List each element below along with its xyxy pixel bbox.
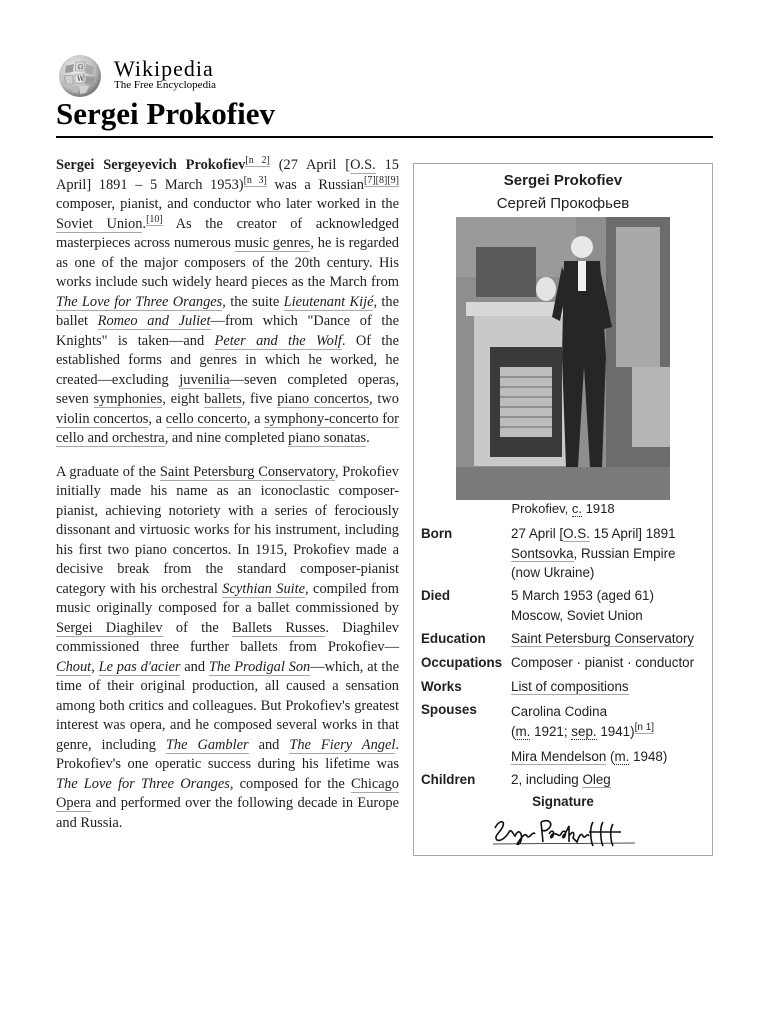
- piano-concertos-link[interactable]: piano concertos: [277, 391, 370, 407]
- fiery-angel-link[interactable]: The Fiery Angel: [289, 736, 396, 753]
- ballets-russes-link[interactable]: Ballets Russes: [232, 619, 326, 636]
- born-value: 27 April [O.S. 15 April] 1891 Sontsovka, Russian Empire (now Ukraine): [511, 526, 676, 580]
- wikipedia-wordmark[interactable]: Wikipedia: [114, 56, 214, 81]
- chicago-opera-link[interactable]: Chicago Opera: [56, 775, 399, 811]
- portrait-photo[interactable]: [456, 217, 670, 500]
- note-n3-link[interactable]: [n 3]: [243, 174, 267, 186]
- svg-text:W: W: [77, 75, 85, 83]
- works-value: [511, 677, 707, 697]
- ref-7-8-9-link[interactable]: [7][8][9]: [364, 174, 399, 186]
- romeo-juliet-link[interactable]: Romeo and Juliet: [97, 313, 211, 329]
- lieutenant-kije-link[interactable]: Lieutenant Kijé: [283, 293, 374, 310]
- list-of-compositions-link[interactable]: List of compositions: [511, 679, 629, 694]
- ballets-link[interactable]: ballets: [204, 391, 242, 407]
- love-three-oranges-text: The Love for Three Oranges: [56, 775, 230, 792]
- peter-wolf-link[interactable]: Peter and the Wolf: [214, 332, 342, 349]
- wikipedia-tagline: The Free Encyclopedia: [114, 79, 217, 91]
- signature-image[interactable]: [489, 814, 639, 848]
- subject-name: Sergei Sergeyevich Prokofiev: [56, 157, 246, 173]
- occupations-label: Occupations: [421, 655, 503, 670]
- married-abbr[interactable]: m.: [515, 723, 531, 739]
- article-body: [56, 156, 399, 847]
- died-label: Died: [421, 588, 451, 603]
- education-link[interactable]: Saint Petersburg Conservatory: [511, 631, 695, 646]
- lead-paragraph-2: A graduate of the Saint Petersburg Conservatory, Prokofiev initially made his name as an iconoclastic composer-pianist, achieving notoriety with a series of ferociously dissonant and virtuosic works for his instrument, including his first two piano concertos. In 1915, Prokofiev made a decisive break from the standard composer-pianist category with his orchestral Scythian Suite, compiled from music originally composed for a ballet commissioned by Sergei Diaghilev of the Ballets Russes. Diaghilev commissioned three further ballets from Prokofiev—Chout, Le pas d'acier and The Prodigal Son—which, at the time of their original production, all caused a sensation among both critics and colleagues. But Prokofiev's greatest interest was opera, and he composed several works in that genre, including The Gambler and The Fiery Angel. Prokofiev's one operatic success during his lifetime was The Love for Three Oranges, composed for the Chicago Opera and performed over the following decade in Europe and Russia.: [56, 463, 399, 831]
- died-value: 5 March 1953 (aged 61) Moscow, Soviet Union: [511, 588, 654, 623]
- spouses-label: Spouses: [421, 702, 477, 717]
- juvenilia-link[interactable]: juvenilia: [179, 371, 230, 388]
- scythian-suite-link[interactable]: Scythian Suite: [222, 580, 306, 597]
- chout-link[interactable]: Chout: [56, 658, 92, 675]
- music-genres-link[interactable]: music genres: [234, 235, 311, 251]
- pas-dacier-link[interactable]: Le pas d'acier: [98, 658, 181, 675]
- title-divider: [56, 136, 713, 138]
- infobox-native-name: Сергей Прокофьев: [496, 195, 630, 212]
- diaghilev-link[interactable]: Sergei Diaghilev: [56, 619, 163, 636]
- spouses-value: Carolina Codina (m. 1921; sep. 1941)[n 1] Mira Mendelson (m. 1948): [511, 704, 668, 764]
- symphony-concerto-link[interactable]: symphony-concerto for cello and orchestra: [56, 410, 399, 446]
- education-value: [511, 629, 707, 649]
- separated-abbr[interactable]: sep.: [571, 723, 597, 739]
- violin-concertos-link[interactable]: violin concertos: [56, 410, 149, 427]
- married-abbr-2[interactable]: m.: [614, 749, 630, 764]
- born-label: Born: [421, 526, 453, 541]
- svg-text:Ω: Ω: [78, 64, 83, 71]
- soviet-union-link[interactable]: Soviet Union: [56, 215, 143, 232]
- piano-sonatas-link[interactable]: piano sonatas: [288, 430, 367, 446]
- lead-paragraph-1: Sergei Sergeyevich Prokofiev[n 2] (27 April [O.S. 15 April] 1891 – 5 March 1953)[n 3] was a Russian[7][8][9] composer, pianist, and conductor who later worked in the Soviet Union.[10] As the creator of acknowledged masterpieces across numerous music genres, he is regarded as one of the major composers of the 20th century. His works include such widely heard pieces as the March from The Love for Three Oranges, the suite Lieutenant Kijé, the ballet Romeo and Juliet—from which "Dance of the Knights" is taken—and Peter and the Wolf. Of the established forms and genres in which he worked, he created—excluding juvenilia—seven completed operas, seven symphonies, eight ballets, five piano concertos, two violin concertos, a cello concerto, a symphony-concerto for cello and orchestra, and nine completed piano sonatas.: [56, 155, 400, 446]
- oleg-link[interactable]: Oleg: [582, 772, 611, 787]
- page-title: Sergei Prokofiev: [56, 96, 275, 131]
- children-value: 2, including Oleg: [511, 772, 611, 787]
- occupations-value: Composer · pianist · conductor: [511, 655, 695, 670]
- circa-abbr[interactable]: c.: [571, 501, 583, 516]
- sontsovka-link[interactable]: Sontsovka: [511, 545, 574, 561]
- education-label: Education: [421, 631, 486, 646]
- works-label: Works: [421, 679, 462, 694]
- os-link[interactable]: O.S.: [350, 157, 376, 173]
- signature-label: Signature: [532, 794, 594, 809]
- symphonies-link[interactable]: symphonies: [93, 391, 163, 407]
- born-os-link[interactable]: O.S.: [563, 526, 590, 541]
- gambler-link[interactable]: The Gambler: [165, 736, 249, 753]
- infobox-title: Sergei Prokofiev: [503, 172, 623, 189]
- wikipedia-globe-icon[interactable]: [56, 54, 104, 98]
- children-label: Children: [421, 772, 476, 787]
- infobox: [413, 163, 713, 856]
- cello-concerto-link[interactable]: cello concerto: [165, 410, 247, 427]
- note-n1-link[interactable]: [n 1]: [634, 721, 655, 733]
- mira-mendelson-link[interactable]: Mira Mendelson: [511, 749, 607, 764]
- ref-10-link[interactable]: [10]: [146, 213, 163, 225]
- note-n2-link[interactable]: [n 2]: [245, 155, 270, 166]
- conservatory-link[interactable]: Saint Petersburg Conservatory: [159, 463, 335, 480]
- prodigal-son-link[interactable]: The Prodigal Son: [208, 658, 311, 675]
- love-three-oranges-link[interactable]: The Love for Three Oranges: [56, 293, 223, 310]
- photo-caption: Prokofiev, c. 1918: [511, 501, 615, 516]
